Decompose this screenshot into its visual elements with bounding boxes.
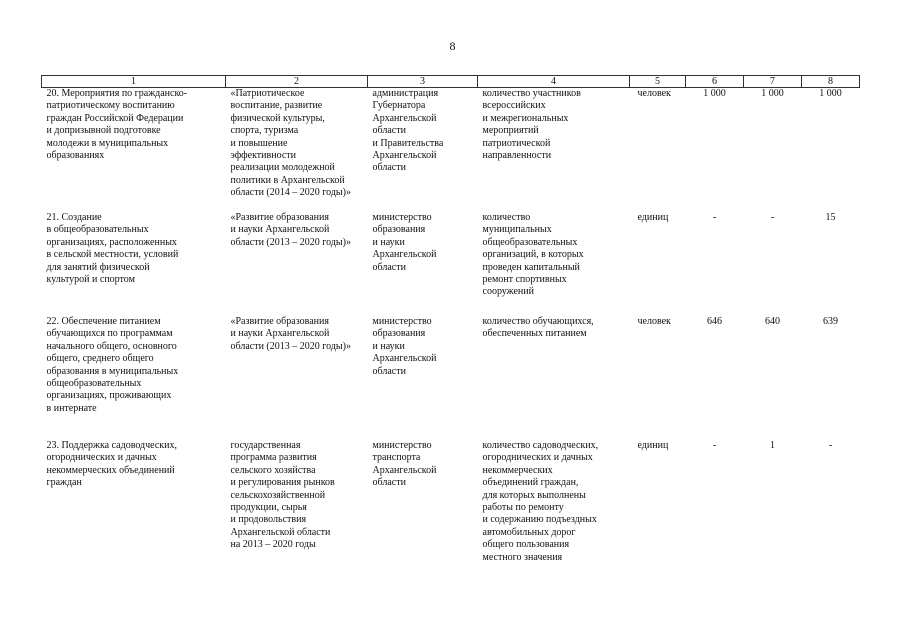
value-cell-8: 639 bbox=[823, 316, 838, 327]
indicator-cell: количество обучающихся, обеспеченных питанием bbox=[482, 316, 594, 340]
table-row bbox=[42, 440, 860, 580]
value-cell-7: 640 bbox=[765, 316, 780, 327]
program-cell: государственная программа развития сельского хозяйства и регулирования рынков сельскохозяйственной продукции, сырья и продовольствия Архангельской области на 2013 – 2020 годы bbox=[230, 440, 335, 551]
value-cell-7: - bbox=[770, 212, 775, 223]
executor-cell: министерство образования и науки Архангельской области bbox=[372, 212, 437, 273]
unit-cell: единиц bbox=[637, 440, 669, 451]
value-cell-6: - bbox=[712, 212, 717, 223]
event-cell: 20. Мероприятия по гражданско- патриотическому воспитанию граждан Российской Федерации и допризывной подготовке молодежи в муниципальных образованиях bbox=[46, 88, 188, 162]
column-header-6: 6 bbox=[686, 76, 744, 88]
value-cell-6: 646 bbox=[707, 316, 722, 327]
header-row bbox=[42, 76, 860, 88]
unit-cell: человек bbox=[637, 88, 671, 99]
executor-cell: министерство образования и науки Архангельской области bbox=[372, 316, 437, 377]
indicator-cell: количество участников всероссийских и межрегиональных мероприятий патриотической направленности bbox=[482, 88, 581, 162]
executor-cell: администрация Губернатора Архангельской области и Правительства Архангельской области bbox=[372, 88, 444, 174]
table-row bbox=[42, 316, 860, 440]
value-cell-7: 1 000 bbox=[761, 88, 784, 99]
value-cell-6: 1 000 bbox=[703, 88, 726, 99]
column-header-4: 4 bbox=[478, 76, 630, 88]
value-cell-6: - bbox=[712, 440, 717, 451]
column-header-3: 3 bbox=[368, 76, 478, 88]
programs-table bbox=[41, 75, 860, 580]
value-cell-8: 15 bbox=[825, 212, 836, 223]
event-cell: 22. Обеспечение питанием обучающихся по программам начального общего, основного общего, среднего общего образования в муниципальных общеобразовательных организациях, проживающих в интернате bbox=[46, 316, 179, 414]
value-cell-8: - bbox=[828, 440, 833, 451]
program-cell: «Развитие образования и науки Архангельской области (2013 – 2020 годы)» bbox=[230, 316, 351, 352]
unit-cell: человек bbox=[637, 316, 671, 327]
program-cell: «Патриотическое воспитание, развитие физической культуры, спорта, туризма и повышение эффективности реализации молодежной политики в Архангельской области (2014 – 2020 годы)» bbox=[230, 88, 351, 199]
indicator-cell: количество садоводческих, огороднических и дачных некоммерческих объединений граждан, для которых выполнены работы по ремонту и содержанию подъездных автомобильных дорог общего пользования местного значения bbox=[482, 440, 599, 563]
unit-cell: единиц bbox=[637, 212, 669, 223]
value-cell-7: 1 bbox=[770, 440, 775, 451]
executor-cell: министерство транспорта Архангельской области bbox=[372, 440, 437, 489]
value-cell-8: 1 000 bbox=[819, 88, 842, 99]
event-cell: 21. Создание в общеобразовательных организациях, расположенных в сельской местности, условий для занятий физической культурой и спортом bbox=[46, 212, 179, 286]
table-row bbox=[42, 212, 860, 316]
column-header-1: 1 bbox=[42, 76, 226, 88]
column-header-5: 5 bbox=[630, 76, 686, 88]
column-header-8: 8 bbox=[802, 76, 860, 88]
indicator-cell: количество муниципальных общеобразовательных организаций, в которых проведен капитальный ремонт спортивных сооружений bbox=[482, 212, 584, 298]
page-number: 8 bbox=[449, 39, 456, 53]
table-row bbox=[42, 88, 860, 213]
event-cell: 23. Поддержка садоводческих, огороднических и дачных некоммерческих объединений граждан bbox=[46, 440, 178, 489]
column-header-7: 7 bbox=[744, 76, 802, 88]
program-cell: «Развитие образования и науки Архангельской области (2013 – 2020 годы)» bbox=[230, 212, 351, 248]
table-header bbox=[42, 76, 860, 88]
column-header-2: 2 bbox=[226, 76, 368, 88]
